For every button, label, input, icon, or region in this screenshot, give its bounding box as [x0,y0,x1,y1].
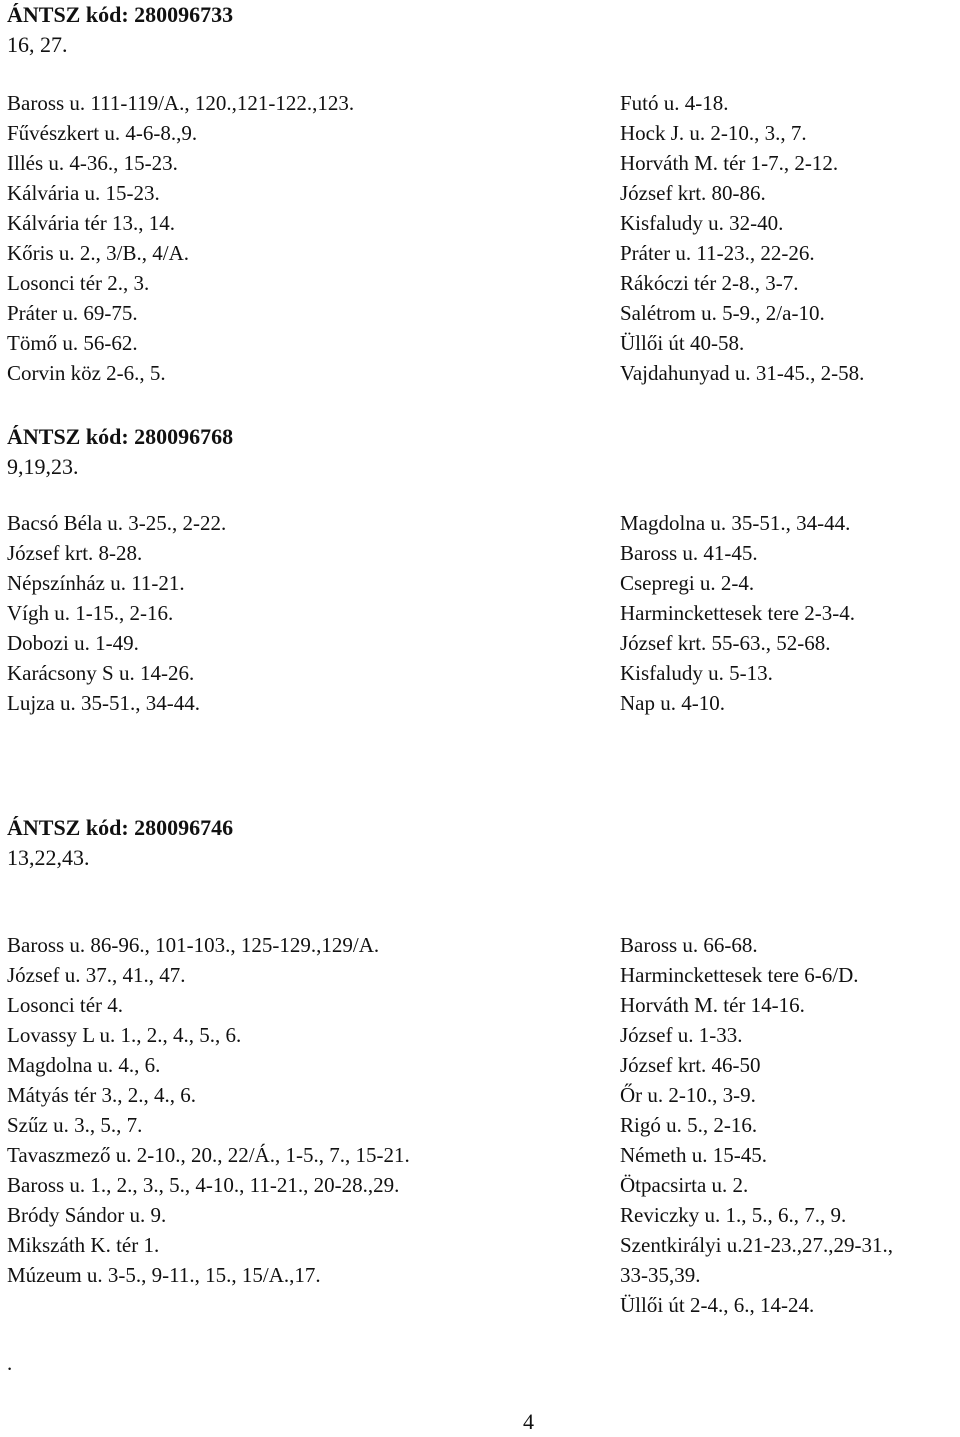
section-280096733 [7,0,957,385]
section-280096768 [7,422,957,715]
street-entry: Práter u. 69-75. [7,301,138,325]
street-entry: Baross u. 66-68. [620,933,758,957]
section-title: ÁNTSZ kód: 280096746 [7,815,234,840]
section-title: ÁNTSZ kód: 280096768 [7,424,234,449]
street-entry: Illés u. 4-36., 15-23. [7,151,178,175]
stray-dot: . [7,1351,13,1375]
street-entry: Ötpacsirta u. 2. [620,1173,749,1197]
street-entry: Bródy Sándor u. 9. [7,1203,167,1227]
left-street-list [7,88,607,388]
street-entry: Rigó u. 5., 2-16. [620,1113,758,1137]
street-entry: József krt. 80-86. [620,181,766,205]
street-entry: Horváth M. tér 1-7., 2-12. [620,151,839,175]
section-subtitle: 13,22,43. [7,845,90,870]
street-entry: Kőris u. 2., 3/B., 4/A. [7,241,190,265]
street-entry: Bacsó Béla u. 3-25., 2-22. [7,511,227,535]
street-entry: Kálvária u. 15-23. [7,181,160,205]
street-entry: Baross u. 86-96., 101-103., 125-129.,129/A. [7,933,380,957]
street-entry: Futó u. 4-18. [620,91,729,115]
street-entry: Harminckettesek tere 6-6/D. [620,963,859,987]
street-entry: Üllői út 40-58. [620,331,745,355]
street-entry: Szentkirályi u.21-23.,27.,29-31., [620,1233,893,1257]
street-entry: Salétrom u. 5-9., 2/a-10. [620,301,825,325]
street-entry: Baross u. 111-119/A., 120.,121-122.,123. [7,91,355,115]
section-280096746 [7,813,957,1317]
street-entry: József krt. 55-63., 52-68. [620,631,831,655]
street-entry: Losonci tér 2., 3. [7,271,150,295]
street-entry: Csepregi u. 2-4. [620,571,755,595]
street-entry: József krt. 8-28. [7,541,143,565]
street-entry: Práter u. 11-23., 22-26. [620,241,815,265]
street-entry: Magdolna u. 4., 6. [7,1053,161,1077]
section-title: ÁNTSZ kód: 280096733 [7,2,234,27]
street-entry: Vígh u. 1-15., 2-16. [7,601,174,625]
street-entry: Németh u. 15-45. [620,1143,767,1167]
street-entry: Tömő u. 56-62. [7,331,138,355]
street-entry: Múzeum u. 3-5., 9-11., 15., 15/A.,17. [7,1263,321,1287]
street-entry: Nap u. 4-10. [620,691,725,715]
page-number: 4 [523,1409,534,1434]
street-entry: Horváth M. tér 14-16. [620,993,805,1017]
street-entry: Szűz u. 3., 5., 7. [7,1113,143,1137]
street-entry: Lovassy L u. 1., 2., 4., 5., 6. [7,1023,242,1047]
street-entry: Fűvészkert u. 4-6-8.,9. [7,121,198,145]
street-entry: 33-35,39. [620,1263,701,1287]
street-entry: Lujza u. 35-51., 34-44. [7,691,201,715]
street-entry: Rákóczi tér 2-8., 3-7. [620,271,799,295]
street-entry: Tavaszmező u. 2-10., 20., 22/Á., 1-5., 7., 15-21. [7,1143,410,1167]
street-entry: Harminckettesek tere 2-3-4. [620,601,855,625]
right-street-list [620,930,960,1320]
street-entry: Magdolna u. 35-51., 34-44. [620,511,851,535]
right-street-list [620,508,960,718]
street-entry: Kisfaludy u. 5-13. [620,661,773,685]
street-entry: Baross u. 41-45. [620,541,758,565]
street-entry: Kisfaludy u. 32-40. [620,211,784,235]
left-street-list [7,930,607,1290]
left-street-list [7,508,607,718]
street-entry: Mikszáth K. tér 1. [7,1233,160,1257]
street-entry: Népszínház u. 11-21. [7,571,185,595]
street-entry: Kálvária tér 13., 14. [7,211,175,235]
right-street-list [620,88,960,388]
street-entry: Reviczky u. 1., 5., 6., 7., 9. [620,1203,847,1227]
street-entry: Mátyás tér 3., 2., 4., 6. [7,1083,196,1107]
street-entry: József u. 37., 41., 47. [7,963,186,987]
street-entry: József krt. 46-50 [620,1053,761,1077]
section-subtitle: 9,19,23. [7,454,79,479]
street-entry: Baross u. 1., 2., 3., 5., 4-10., 11-21., 20-28.,29. [7,1173,400,1197]
street-entry: Corvin köz 2-6., 5. [7,361,166,385]
street-entry: Karácsony S u. 14-26. [7,661,195,685]
street-entry: Hock J. u. 2-10., 3., 7. [620,121,807,145]
street-entry: József u. 1-33. [620,1023,743,1047]
section-subtitle: 16, 27. [7,32,68,57]
street-entry: Üllői út 2-4., 6., 14-24. [620,1293,815,1317]
street-entry: Dobozi u. 1-49. [7,631,139,655]
street-entry: Őr u. 2-10., 3-9. [620,1083,756,1107]
street-entry: Vajdahunyad u. 31-45., 2-58. [620,361,865,385]
street-entry: Losonci tér 4. [7,993,124,1017]
